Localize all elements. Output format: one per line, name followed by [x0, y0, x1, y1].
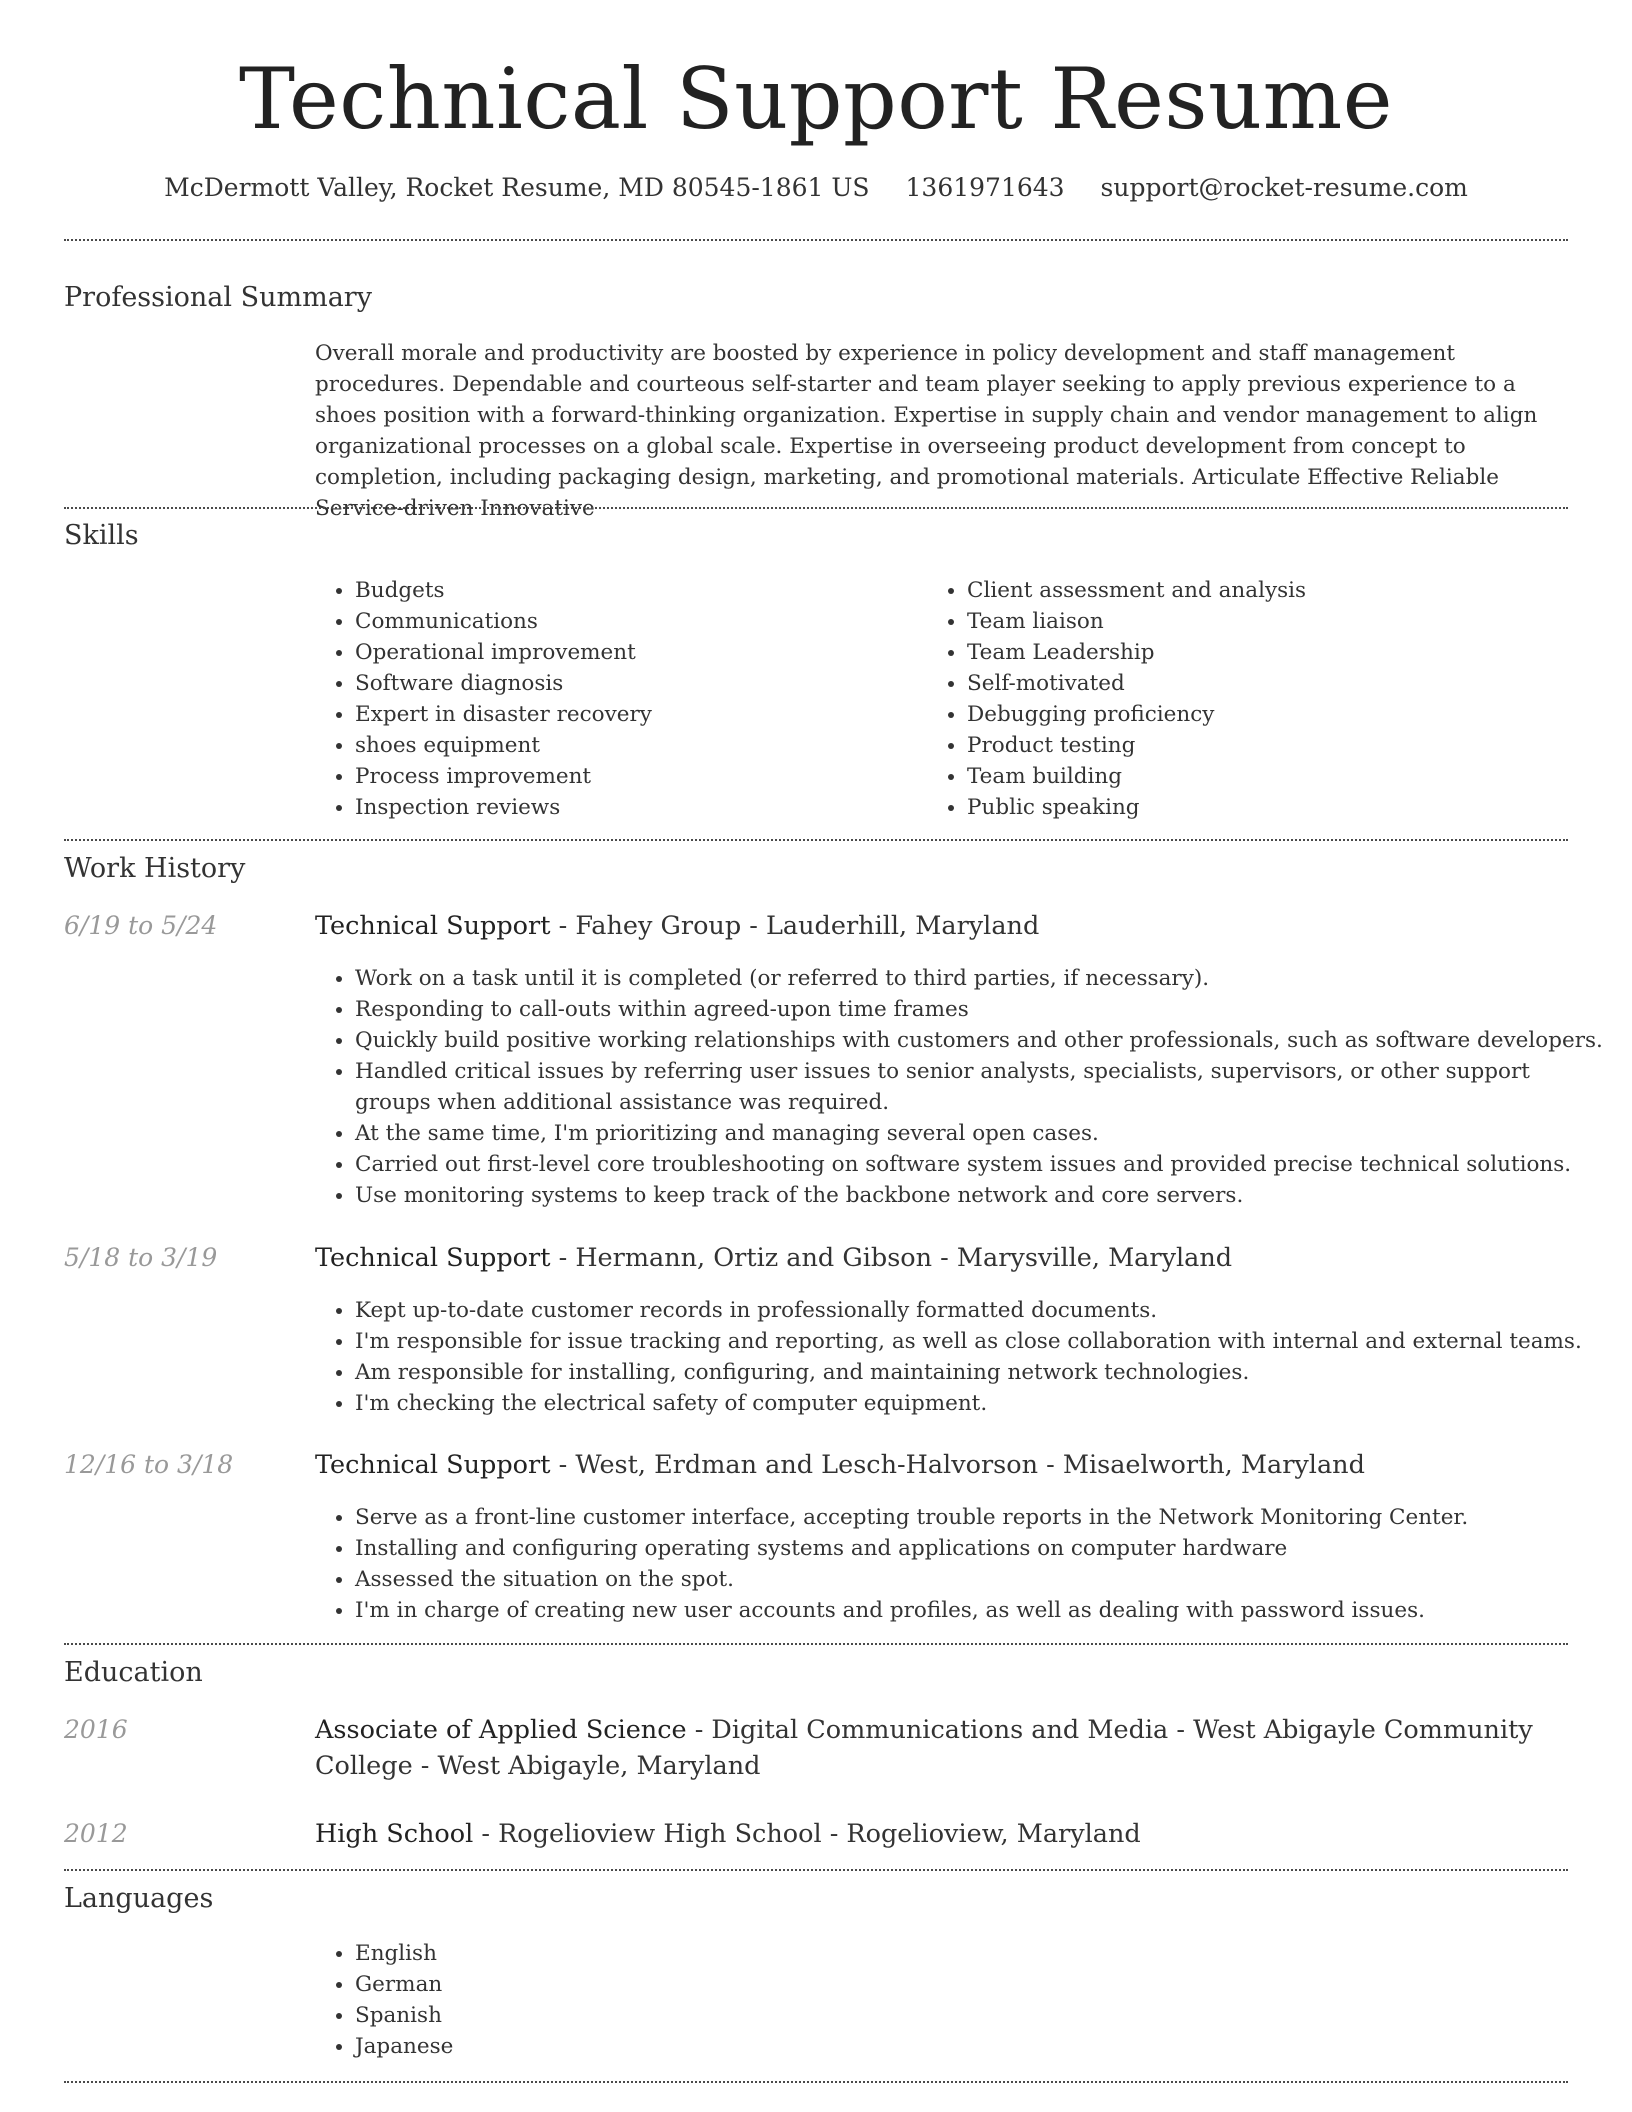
job-location: Lauderhill, Maryland — [766, 911, 1040, 941]
job-bullet: • Carried out first-level core troubleshooting on software system issues and provided precise technical solutions. — [355, 1149, 1608, 1180]
job-bullet: • Work on a task until it is completed (or referred to third parties, if necessary). — [355, 963, 1608, 994]
education-degree: High School — [315, 1819, 474, 1849]
skills-list-left — [311, 575, 915, 823]
education-heading: Education — [64, 1657, 203, 1688]
skill-item: • Operational improvement — [355, 637, 915, 668]
job-position: Technical Support — [315, 1243, 551, 1273]
education-entry — [315, 1712, 1568, 1784]
job-bullet: • Installing and configuring operating systems and applications on computer hardware — [355, 1533, 1608, 1564]
job-position: Technical Support — [315, 1450, 551, 1480]
language-item: • Spanish — [355, 2000, 955, 2031]
resume-title: Technical Support Resume — [239, 50, 1393, 148]
education-degree: Associate of Applied Science — [315, 1715, 687, 1745]
divider — [64, 239, 1568, 241]
skills-heading: Skills — [64, 520, 139, 551]
job-bullet: • Quickly build positive working relationships with customers and other professionals, such as software developers. — [355, 1025, 1608, 1056]
job-bullet: • At the same time, I'm prioritizing and managing several open cases. — [355, 1118, 1608, 1149]
separator: - — [741, 911, 766, 941]
divider — [64, 1869, 1568, 1871]
divider — [64, 2081, 1568, 2083]
job-bullet: • Am responsible for installing, configuring, and maintaining network technologies. — [355, 1357, 1608, 1388]
divider — [64, 1643, 1568, 1645]
job-bullet: • Responding to call-outs within agreed-upon time frames — [355, 994, 1608, 1025]
language-item: • English — [355, 1938, 955, 1969]
languages-list — [311, 1938, 955, 2062]
job-bullet: • Serve as a front-line customer interface, accepting trouble reports in the Network Monitoring Center. — [355, 1502, 1608, 1533]
separator: - — [550, 1243, 576, 1273]
skill-item: • Public speaking — [967, 792, 1607, 823]
job-location: Marysville, Maryland — [956, 1243, 1233, 1273]
skill-item: • Inspection reviews — [355, 792, 915, 823]
skill-item: • Product testing — [967, 730, 1607, 761]
job-position: Technical Support — [315, 911, 551, 941]
education-year: 2012 — [64, 1819, 128, 1848]
job-location: Misaelworth, Maryland — [1062, 1450, 1365, 1480]
job-dates: 12/16 to 3/18 — [64, 1450, 234, 1479]
skill-item: • Communications — [355, 606, 915, 637]
contact-address: McDermott Valley, Rocket Resume, MD 80545-1861 US — [164, 173, 870, 202]
education-entry — [315, 1816, 1568, 1852]
contact-phone: 1361971643 — [905, 173, 1065, 202]
divider — [64, 507, 1568, 509]
job-company: West, Erdman and Lesch-Halvorson — [575, 1450, 1039, 1480]
skill-item: • Expert in disaster recovery — [355, 699, 915, 730]
job-dates: 6/19 to 5/24 — [64, 911, 218, 940]
job-bullet: • Kept up-to-date customer records in professionally formatted documents. — [355, 1295, 1608, 1326]
job-bullet: • I'm responsible for issue tracking and reporting, as well as close collaboration with internal and external teams. — [355, 1326, 1608, 1357]
contact-email: support@rocket-resume.com — [1100, 173, 1468, 202]
separator: - — [550, 911, 576, 941]
education-year: 2016 — [64, 1715, 128, 1744]
job-bullet: • Assessed the situation on the spot. — [355, 1564, 1608, 1595]
job-bullet: • Use monitoring systems to keep track of the backbone network and core servers. — [355, 1180, 1608, 1211]
skill-item: • shoes equipment — [355, 730, 915, 761]
job-bullets — [311, 963, 1608, 1211]
job-bullet: • I'm checking the electrical safety of computer equipment. — [355, 1388, 1608, 1419]
job-bullet: • Handled critical issues by referring user issues to senior analysts, specialists, supervisors, or other support groups when additional assistance was required. — [355, 1056, 1608, 1118]
summary-heading: Professional Summary — [64, 282, 372, 313]
languages-heading: Languages — [64, 1883, 214, 1914]
education-detail: - Rogelioview High School - Rogelioview, Maryland — [473, 1819, 1141, 1849]
skill-item: • Budgets — [355, 575, 915, 606]
skill-item: • Client assessment and analysis — [967, 575, 1607, 606]
job-title — [315, 908, 1568, 944]
job-company: Hermann, Ortiz and Gibson — [575, 1243, 933, 1273]
separator: - — [1038, 1450, 1063, 1480]
separator: - — [550, 1450, 576, 1480]
contact-line — [0, 170, 1632, 206]
language-item: • Japanese — [355, 2031, 955, 2062]
divider — [64, 839, 1568, 841]
skill-item: • Team liaison — [967, 606, 1607, 637]
skill-item: • Self-motivated — [967, 668, 1607, 699]
job-bullet: • I'm in charge of creating new user accounts and profiles, as well as dealing with password issues. — [355, 1595, 1608, 1626]
job-bullets — [311, 1502, 1608, 1626]
skill-item: • Team building — [967, 761, 1607, 792]
skill-item: • Debugging proficiency — [967, 699, 1607, 730]
job-bullets — [311, 1295, 1608, 1419]
skill-item: • Process improvement — [355, 761, 915, 792]
job-title — [315, 1240, 1568, 1276]
skill-item: • Team Leadership — [967, 637, 1607, 668]
separator: - — [932, 1243, 957, 1273]
skills-list-right — [923, 575, 1607, 823]
education-detail: - Digital Communications and Media - West Abigayle Community College - West Abigayle, Maryland — [315, 1715, 1533, 1781]
work-heading: Work History — [64, 853, 246, 884]
summary-text: Overall morale and productivity are boosted by experience in policy development and staff management procedures. Dependable and courteous self-starter and team player seeking to apply previous experience to a shoes position with a forward-thinking organization. Expertise in supply chain and vendor management to align organizational processes on a global scale. Expertise in overseeing product development from concept to completion, including packaging design, marketing, and promotional materials. Articulate Effective Reliable Service-driven Innovative — [315, 341, 1538, 521]
language-item: • German — [355, 1969, 955, 2000]
skill-item: • Software diagnosis — [355, 668, 915, 699]
job-company: Fahey Group — [575, 911, 742, 941]
job-dates: 5/18 to 3/19 — [64, 1243, 218, 1272]
job-title — [315, 1447, 1568, 1483]
